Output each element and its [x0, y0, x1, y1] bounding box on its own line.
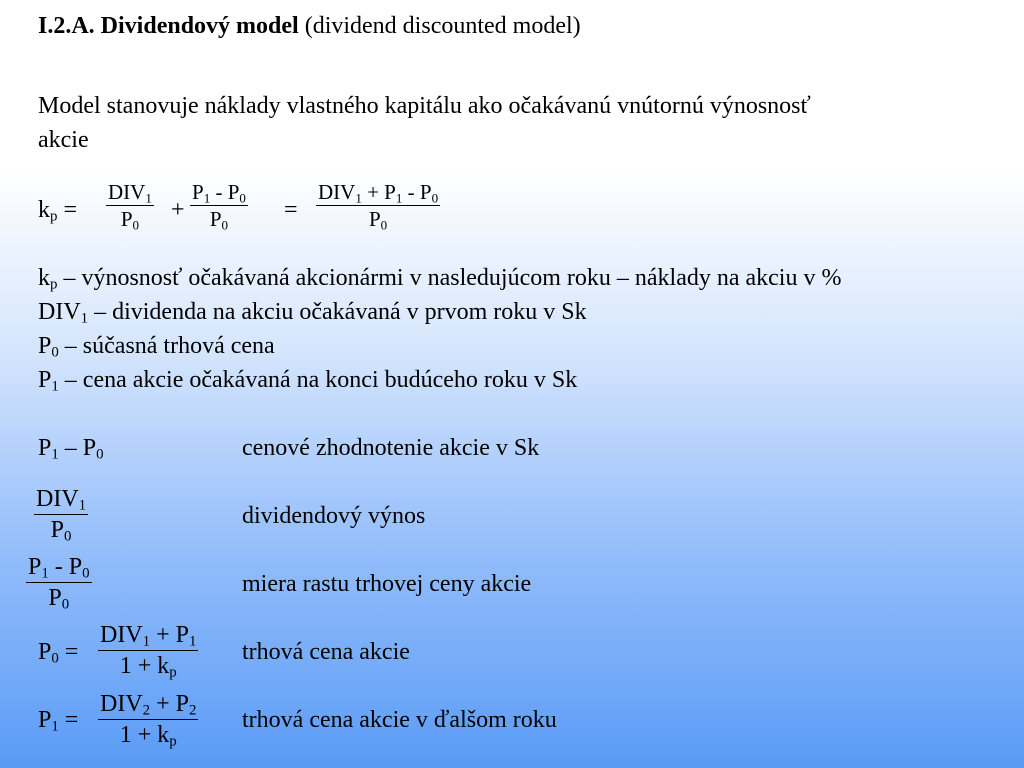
row-price-change-formula: $P_1 - P_0$ [38, 435, 104, 463]
definition-div1: $DIV_1$ – dividenda na akciu očakávaná v prvom roku v Sk [38, 299, 587, 327]
formula-lhs: $k_p$ = [38, 197, 77, 225]
row-next-price-lhs: $P_1$ = [38, 707, 79, 735]
row-price-growth-formula: $\frac{P_1 - P_0}{P_0}$ [28, 554, 90, 613]
row-market-price-lhs: $P_0$ = [38, 639, 79, 667]
title-english: (dividend discounted model) [304, 13, 581, 39]
definition-p0: $P_0$ – súčasná trhová cena [38, 333, 275, 361]
intro-line-2: akcie [38, 127, 89, 153]
row-price-change-desc: cenové zhodnotenie akcie v Sk [242, 435, 540, 461]
title-bold: I.2.A. Dividendový model [38, 13, 299, 39]
formula-plus: + [171, 197, 185, 223]
formula-equals-2: = [284, 197, 298, 223]
intro-line-1: Model stanovuje náklady vlastného kapitálu ako očakávanú vnútornú výnosnosť [38, 93, 811, 119]
formula-fraction-combined: $DIV_1 + P_1 - P_0$ $P_0$ [318, 180, 439, 233]
row-dividend-yield-formula: $DIV_1$ $P_0$ [36, 486, 87, 545]
formula-fraction-price-growth: $\frac{P_1 - P_0}{P_0}$ [192, 180, 246, 233]
definition-kp: $k_p$ – výnosnosť očakávaná akcionármi v nasledujúcom roku – náklady na akciu v % [38, 265, 842, 293]
slide-title [38, 12, 581, 40]
row-market-price-desc: trhová cena akcie [242, 639, 410, 665]
row-dividend-yield-desc: dividendový výnos [242, 503, 426, 529]
row-price-growth-desc: miera rastu trhovej ceny akcie [242, 571, 532, 597]
formula-fraction-dividend-yield: $DIV_1$ $P_0$ [108, 180, 152, 233]
row-next-price-fraction: $DIV_2 + P_2$ $1 + k_p$ [100, 691, 197, 750]
row-market-price-fraction: $DIV_1 + P_1$ $1 + k_p$ [100, 622, 197, 681]
definition-p1: $P_1$ – cena akcie očakávaná na konci budúceho roku v Sk [38, 367, 578, 395]
row-next-price-desc: trhová cena akcie v ďalšom roku [242, 707, 557, 733]
